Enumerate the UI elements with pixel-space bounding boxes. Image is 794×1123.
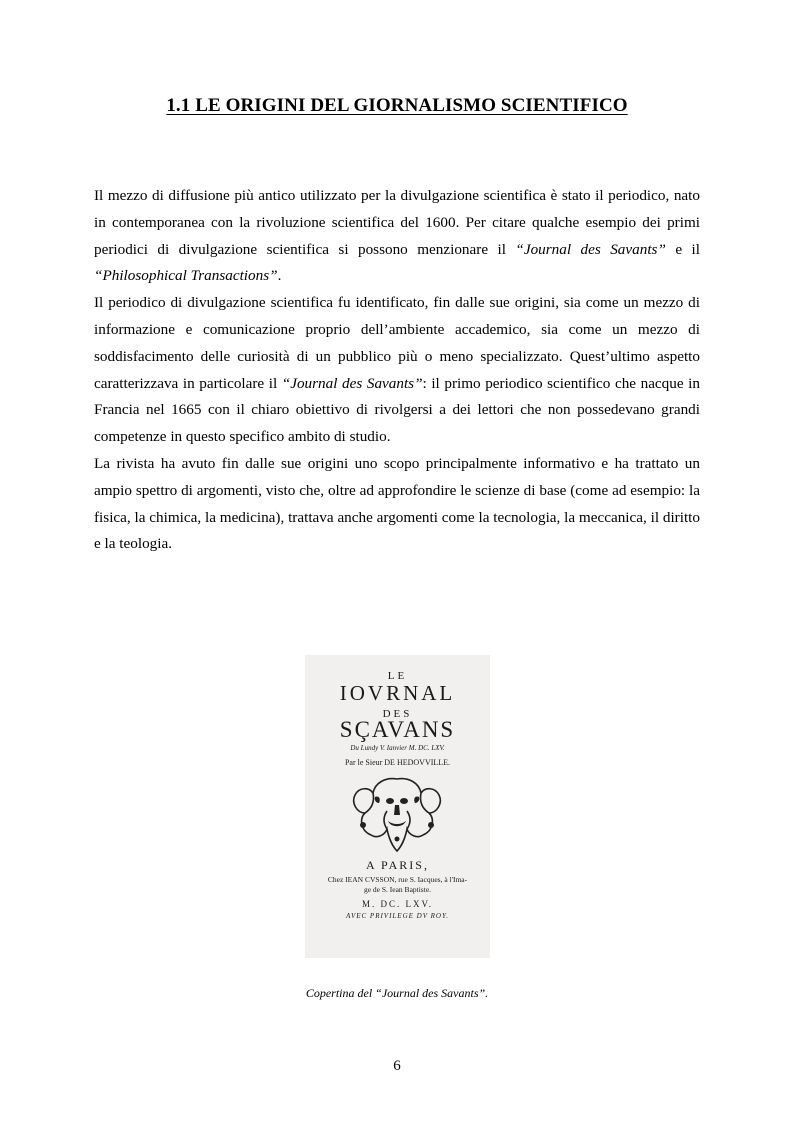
journal-des-savants-title: “Journal des Savants” [515,240,666,258]
cover-author: Par le Sieur DE HEDOVVILLE. [344,758,451,767]
cover-journal: IOVRNAL [339,681,456,705]
figure-caption: Copertina del “Journal des Savants”. [305,986,489,1000]
journal-cover-image [305,655,490,958]
cover-privilege: AVEC PRIVILEGE DV ROY. [346,912,449,920]
paragraph-2-text-2: : il primo periodico scientifico che nacque in Francia nel 1665 con il chiaro obiettivo di rivolgersi a dei lettori che non possedevano grandi competenze in questo specifico ambito di studio. [94,374,700,446]
paragraph-2-text-1: Il periodico di divulgazione scientifica fu identificato, fin dalle sue origini, sia come un mezzo di informazione e comunicazione proprio dell’ambiente accademico, sia come un mezzo di soddisfacimento delle curiosità di un pubblico più o meno specializzato. Quest’ultimo aspetto caratterizzava in particolare il [94,294,700,392]
paragraph-1-text-1: Il mezzo di diffusione più antico utilizzato per la divulgazione scientifica è stato il periodico, nato in contemporanea con la rivoluzione scientifica del 1600. Per citare qualche esempio dei primi periodici di divulgazione scientifica si possono menzionare il [94,187,700,258]
paragraph-1 [94,183,700,290]
cover-ornament-icon [345,773,450,855]
paragraph-3: La rivista ha avuto fin dalle sue origini uno scopo principalmente informativo e ha trattato un ampio spettro di argomenti, visto che, oltre ad approfondire le scienze di base (come ad esempio: la fisica, la chimica, la medicina), trattava anche argomenti come la tecnologia, la meccanica, il diritto e la teologia. [94,454,700,553]
journal-des-savants-title-2: “Journal des Savants” [281,374,423,392]
cover-address-line-1: Chez IEAN CVSSON, rue S. Iacques, à l'Ima- [327,875,468,884]
cover-city: A PARIS, [366,858,429,872]
cover-des: DES [382,708,413,720]
body-text [94,183,700,558]
cover-scavans: SÇAVANS [339,717,456,742]
philosophical-transactions-title: “Philosophical Transactions” [94,267,278,285]
cover-le: LE [387,670,408,682]
paragraph-1-text-3: . [277,267,282,285]
section-heading: 1.1 LE ORIGINI DEL GIORNALISMO SCIENTIFICO [166,95,628,116]
page-number: 6 [393,1058,401,1074]
paragraph-1-text-2: e il [665,240,700,258]
cover-address-line-2: ge de S. Iean Baptiste. [363,885,432,894]
cover-date: Du Lundy V. Ianvier M. DC. LXV. [350,744,445,752]
paragraph-2 [94,290,700,451]
cover-year: M. DC. LXV. [361,899,434,909]
